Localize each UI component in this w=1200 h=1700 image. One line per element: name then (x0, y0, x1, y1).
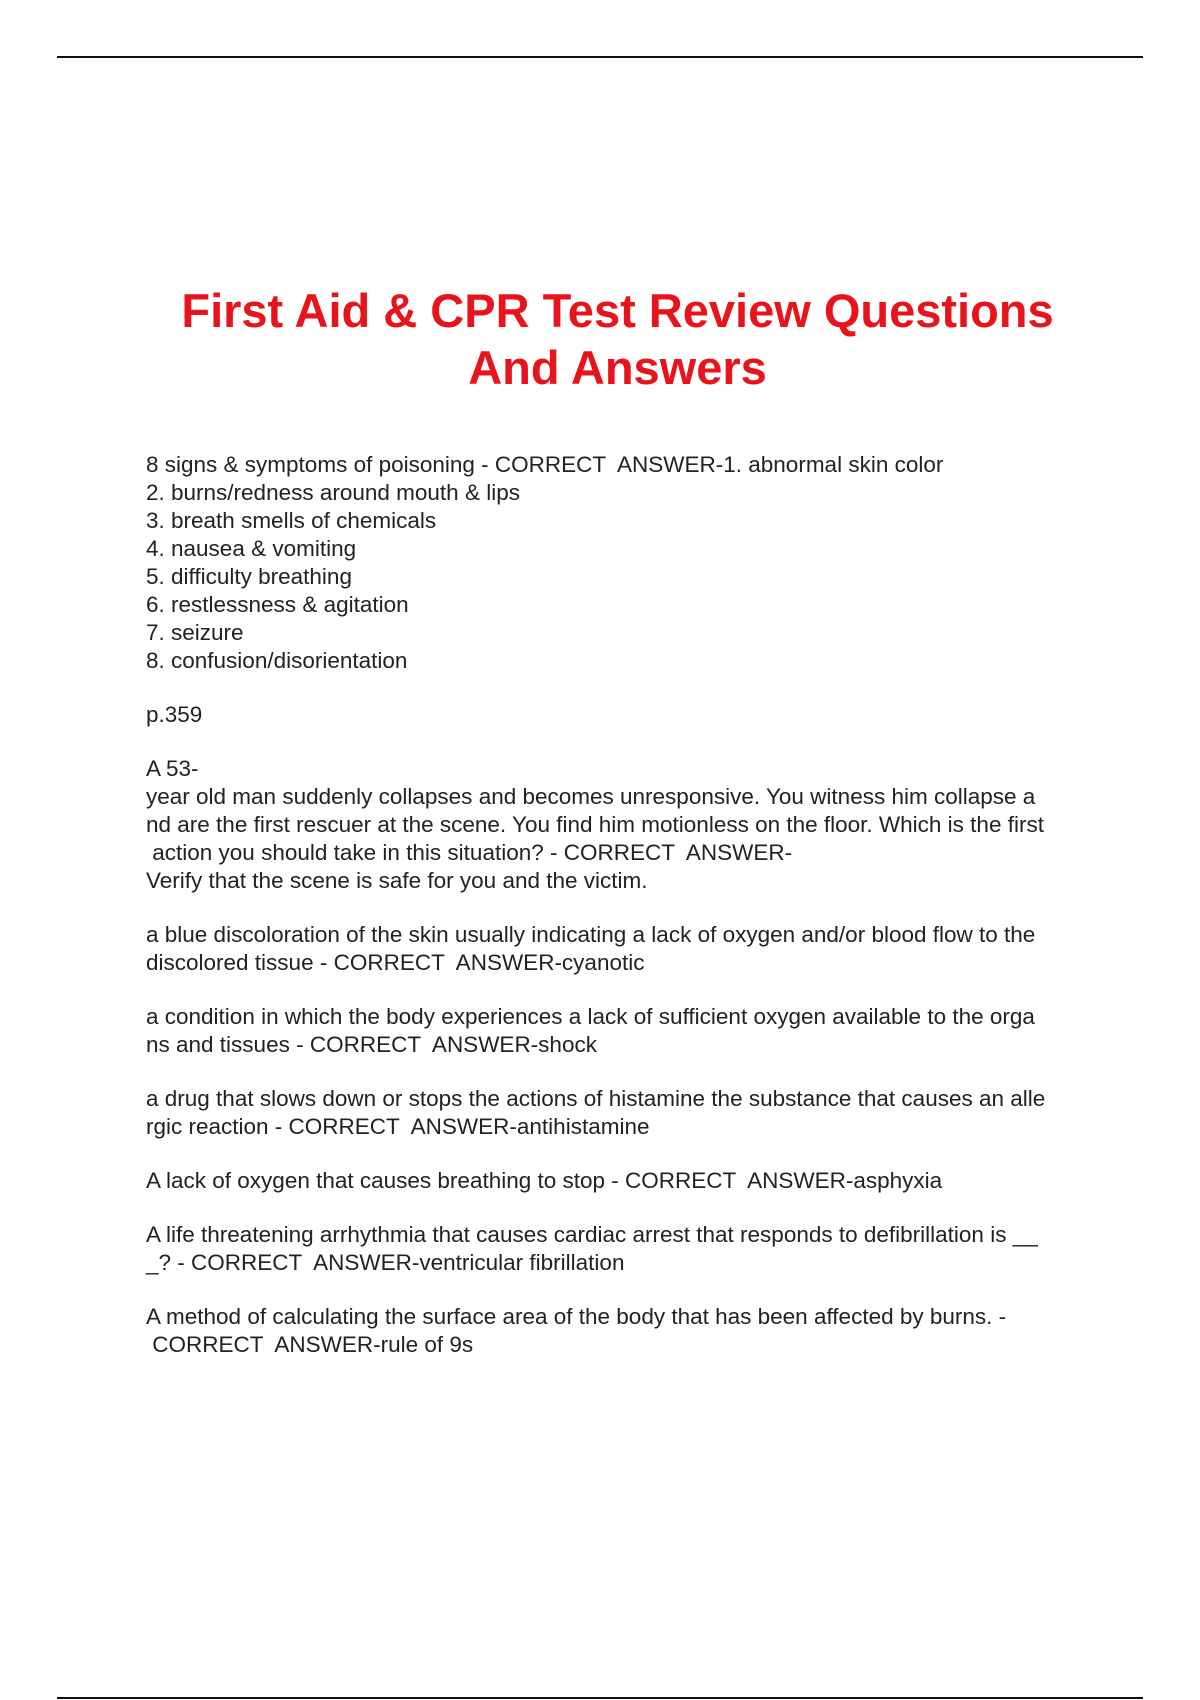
text-line: year old man suddenly collapses and becomes unresponsive. You witness him collapse a (146, 784, 1036, 809)
qa-entry-antihistamine (146, 1085, 1096, 1141)
text-line: 2. burns/redness around mouth & lips (146, 480, 520, 505)
text-line: action you should take in this situation? - CORRECT ANSWER- (146, 840, 793, 865)
footer-rule (57, 1697, 1143, 1699)
page-reference (146, 701, 1096, 729)
text-line: A 53- (146, 756, 199, 781)
title-line-2: And Answers (468, 341, 767, 394)
document-title (100, 282, 1135, 396)
text-line: a condition in which the body experiences a lack of sufficient oxygen available to the orga (146, 1004, 1035, 1029)
text-line: 4. nausea & vomiting (146, 536, 357, 561)
text-line: A method of calculating the surface area of the body that has been affected by burns. - (146, 1304, 1007, 1329)
text-line: CORRECT ANSWER-rule of 9s (146, 1332, 474, 1357)
qa-entry-cyanotic (146, 921, 1096, 977)
qa-content (146, 451, 1096, 1385)
title-line-1: First Aid & CPR Test Review Questions (181, 284, 1054, 337)
qa-entry-shock (146, 1003, 1096, 1059)
text-line: a blue discoloration of the skin usually indicating a lack of oxygen and/or blood flow to the (146, 922, 1036, 947)
text-line: 8. confusion/disorientation (146, 648, 408, 673)
text-line: 5. difficulty breathing (146, 564, 352, 589)
text-line: 7. seizure (146, 620, 244, 645)
text-line: p.359 (146, 702, 203, 727)
text-line: rgic reaction - CORRECT ANSWER-antihistamine (146, 1114, 650, 1139)
text-line: nd are the first rescuer at the scene. You find him motionless on the floor. Which is the first (146, 812, 1044, 837)
qa-entry-ventricular-fibrillation (146, 1221, 1096, 1277)
qa-entry-poisoning-signs (146, 451, 1096, 675)
header-rule (57, 56, 1143, 58)
text-line: 3. breath smells of chemicals (146, 508, 437, 533)
text-line: a drug that slows down or stops the actions of histamine the substance that causes an alle (146, 1086, 1046, 1111)
text-line: ns and tissues - CORRECT ANSWER-shock (146, 1032, 597, 1057)
text-line: 6. restlessness & agitation (146, 592, 409, 617)
qa-entry-collapse-scenario (146, 755, 1096, 895)
text-line: A lack of oxygen that causes breathing to stop - CORRECT ANSWER-asphyxia (146, 1168, 943, 1193)
text-line: A life threatening arrhythmia that causes cardiac arrest that responds to defibrillation is __ (146, 1222, 1038, 1247)
text-line: 8 signs & symptoms of poisoning - CORRECT ANSWER-1. abnormal skin color (146, 452, 944, 477)
qa-entry-rule-of-9s (146, 1303, 1096, 1359)
text-line: discolored tissue - CORRECT ANSWER-cyanotic (146, 950, 645, 975)
qa-entry-asphyxia (146, 1167, 1096, 1195)
text-line: _? - CORRECT ANSWER-ventricular fibrillation (146, 1250, 625, 1275)
text-line: Verify that the scene is safe for you and the victim. (146, 868, 648, 893)
